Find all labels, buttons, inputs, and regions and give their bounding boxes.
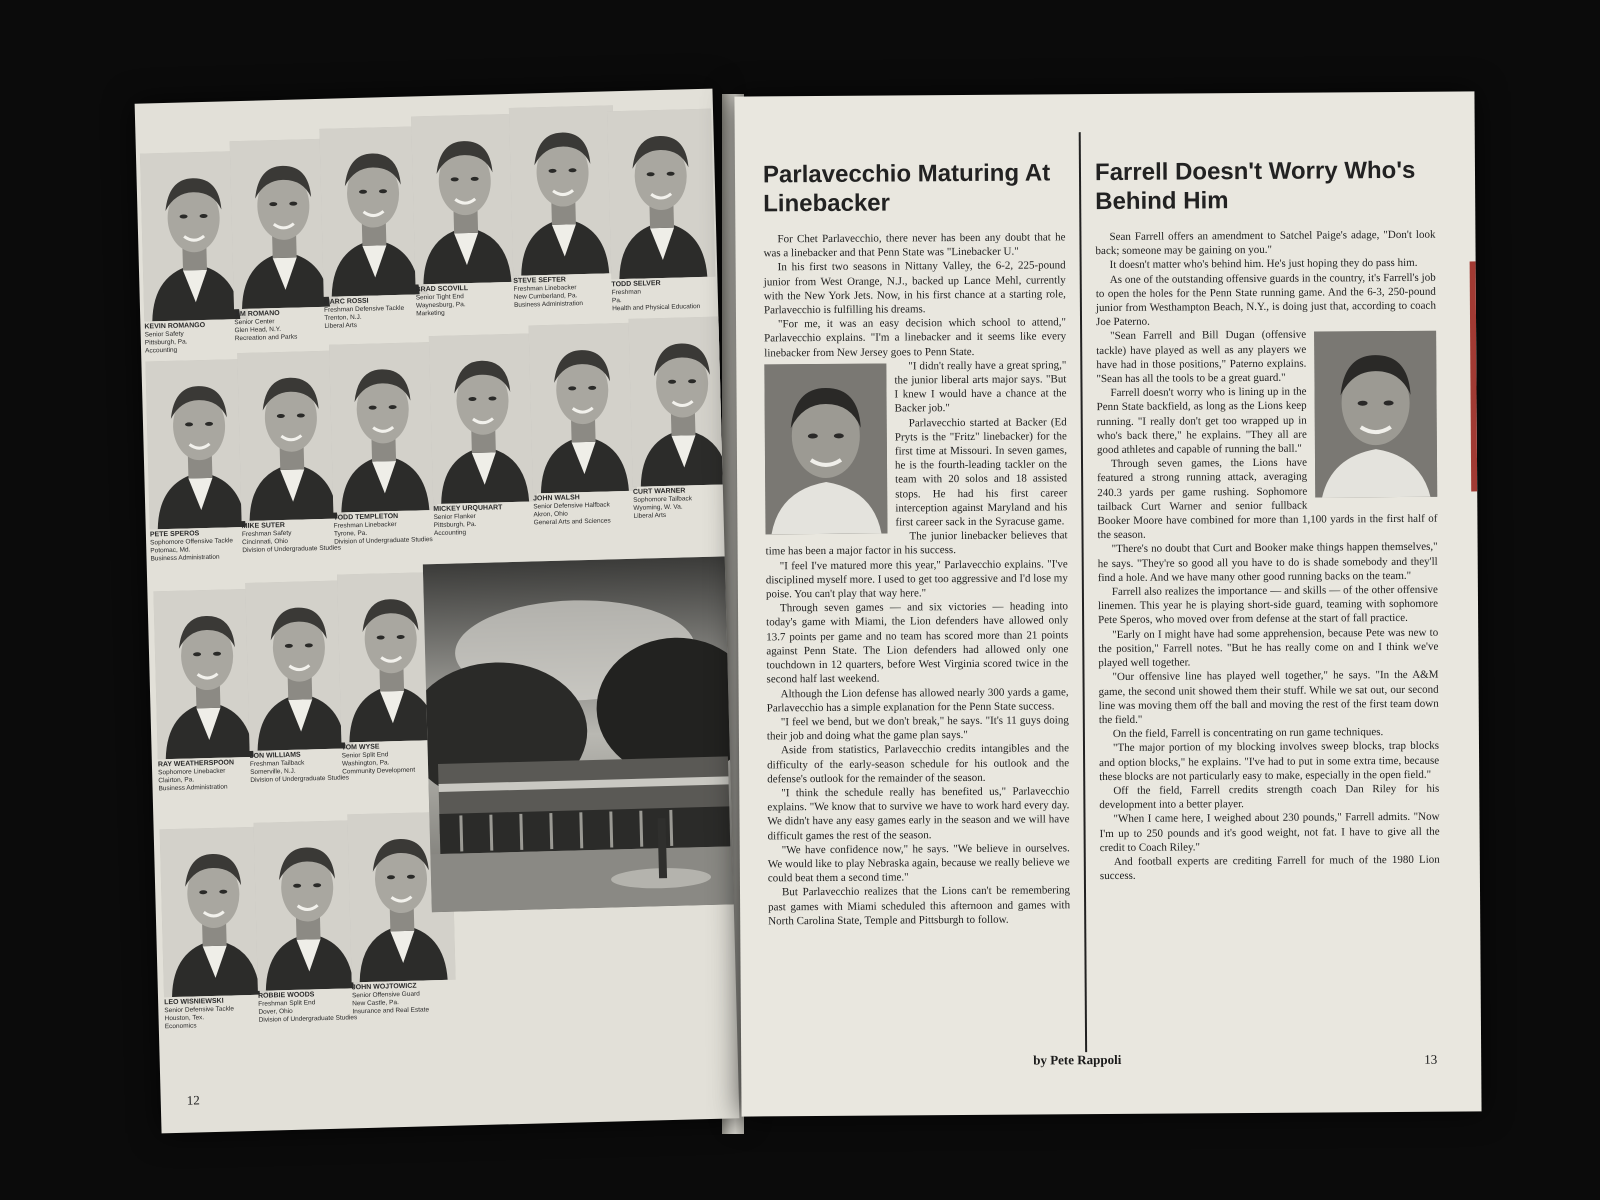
- article-parlavecchio-body: [763, 230, 1070, 928]
- player-name: JIM ROMANO: [234, 310, 280, 319]
- article-paragraph: And football experts are crediting Farrell for much of the 1980 Lion success.: [1099, 853, 1440, 883]
- article-parlavecchio-headline: Parlavecchio Maturing At Linebacker: [762, 159, 1051, 218]
- player-detail: New Castle, Pa.: [352, 999, 399, 1008]
- player-name: JOHN WALSH: [533, 494, 580, 503]
- player-detail: Senior Tight End: [415, 293, 464, 302]
- player-detail: Division of Undergraduate Studies: [258, 1014, 358, 1024]
- campus-building-photo: [423, 556, 736, 912]
- player-detail: Marketing: [416, 309, 445, 318]
- player-name: CURT WARNER: [632, 487, 686, 496]
- player-portrait: [628, 316, 736, 487]
- player-detail: Freshman Split End: [258, 999, 316, 1008]
- player-name: KEVIN ROMANGO: [144, 321, 206, 331]
- player-detail: Senior Flanker: [433, 512, 476, 522]
- article-paragraph: "I feel we bend, but we don't break," he says. "It's 11 guys doing their job and doing what the game plan says.": [766, 714, 1069, 743]
- article-paragraph: Aside from statistics, Parlavecchio credits intangibles and the difficulty of the early-season schedule for his outlook and the defense's outlook for the remainder of the season.: [767, 742, 1070, 786]
- player-detail: Potomac, Md.: [150, 546, 191, 555]
- article-paragraph: "Early on I might have had some apprehension, because Pete was new to the position," Farrell notes. "But he has really come on and I think we've played well together.: [1098, 626, 1439, 670]
- article-paragraph: In his first two seasons in Nittany Valley, the 6-2, 225-pound junior from West Orange, N.J., backed up Lance Mehl, currently with the New York Jets. Now, in his first chance at a starting role, Parlavecchio is fulfilling his dreams.: [763, 259, 1066, 317]
- player-portrait-grid: [135, 89, 713, 1031]
- player-detail: Business Administration: [150, 553, 220, 563]
- player-detail: Trenton, N.J.: [324, 313, 362, 322]
- player-detail: Accounting: [145, 346, 178, 355]
- player-detail: Houston, Tex.: [164, 1014, 205, 1023]
- article-paragraph: Through seven games, the Lions have featured a strong running attack, averaging 240.3 yards per game rushing. Sophomore tailback Curt Warner and senior fullback Booker Moore have combined for more than 1,100 yards in the first half of the season.: [1097, 456, 1438, 542]
- player-headshot-photo: [1314, 331, 1437, 498]
- player-detail: Pa.: [611, 297, 622, 305]
- article-paragraph: The junior linebacker believes that time has been a major factor in his success.: [765, 529, 1068, 558]
- player-portrait: [329, 342, 437, 513]
- column-divider: [1079, 132, 1087, 1052]
- player-name: BRAD SCOVILL: [415, 285, 469, 294]
- player-detail: Senior Safety: [144, 330, 184, 339]
- article-paragraph: "We have confidence now," he says. "We believe in ourselves. We would like to play Nebraska again, because we really believe we could beat them a second time.": [767, 842, 1070, 885]
- article-paragraph: Farrell doesn't worry who is lining up in the Penn State backfield, as long as the Lions keep running. "I really don't get too wrapped up in who's back there," he explains. "They all are good athletes and capable of running the ball.": [1096, 385, 1307, 457]
- player-name: LEO WISNIEWSKI: [164, 997, 224, 1007]
- player-detail: Freshman Linebacker: [333, 521, 397, 530]
- player-detail: Community Development: [342, 766, 416, 776]
- article-paragraph: "I didn't really have a great spring," the junior liberal arts major says. "But I knew I would have a chance at the Backer job.": [894, 359, 1067, 415]
- player-portrait: [411, 114, 519, 285]
- article-paragraph: "I feel I've matured more this year," Parlavecchio explains. "I've disciplined myself more. I used to get too aggressive and I'd lose my poise. You can't play that way here.": [765, 557, 1068, 601]
- player-detail: Division of Undergraduate Studies: [334, 536, 433, 546]
- right-page-number: 13: [1424, 1051, 1438, 1067]
- player-detail: Accounting: [433, 529, 467, 538]
- player-detail: Somerville, N.J.: [250, 767, 296, 776]
- article-paragraph: "When I came here, I weighed about 230 pounds," Farrell admits. "Now I'm up to 250 pounds and it's good weight, not fat. I have to give all the credit to Coach Riley.": [1099, 811, 1440, 854]
- player-detail: New Cumberland, Pa.: [513, 292, 578, 301]
- player-detail: Senior Defensive Halfback: [533, 501, 610, 511]
- player-caption: [415, 284, 526, 319]
- player-detail: Division of Undergraduate Studies: [242, 544, 342, 555]
- player-detail: Insurance and Real Estate: [352, 1006, 430, 1016]
- player-detail: Freshman Linebacker: [513, 284, 577, 293]
- player-detail: Freshman: [611, 288, 642, 297]
- player-name: TOM WYSE: [341, 743, 380, 752]
- player-portrait: [253, 820, 361, 991]
- article-paragraph: Parlavecchio started at Backer (Ed Pryts is the "Fritz" linebacker) for the first time at Missouri. In seven games, he is the fourth-leading tackler on the team with 20 solos and 18 assisted stops. He had his first career interception against Maryland and his first career sack in the Syracuse game.: [894, 415, 1068, 529]
- player-detail: Freshman Safety: [241, 529, 292, 539]
- article-paragraph: "Sean Farrell and Bill Dugan (offensive tackle) have played as well as any players we have had in those positions," Paterno explains. "Sean has all the tools to be a great guard.": [1096, 329, 1307, 386]
- player-detail: Economics: [164, 1022, 197, 1031]
- article-farrell: [1095, 156, 1440, 884]
- right-page: [734, 91, 1481, 1116]
- player-portrait: [509, 105, 617, 276]
- player-caption: [433, 503, 544, 538]
- player-detail: Liberal Arts: [633, 511, 667, 520]
- article-paragraph: Off the field, Farrell credits strength coach Dan Riley for his development into a better player.: [1099, 782, 1440, 812]
- left-page-number: 12: [186, 1092, 200, 1108]
- article-paragraph: As one of the outstanding offensive guards in the country, it's Farrell's job to open the holes for the Penn State running game. And the 6-3, 250-pound junior from Westhampton Beach, N.Y., is doing just that, according to coach Joe Paterno.: [1095, 271, 1436, 329]
- player-detail: Glen Head, N.Y.: [234, 325, 282, 335]
- player-caption: [533, 493, 644, 528]
- player-detail: Washington, Pa.: [341, 759, 390, 768]
- player-detail: Business Administration: [513, 300, 584, 309]
- player-name: TODD TEMPLETON: [333, 512, 399, 522]
- article-paragraph: Although the Lion defense has allowed nearly 300 yards a game, Parlavecchio has a simple explanation for the Penn State success.: [766, 685, 1069, 715]
- player-detail: Senior Split End: [341, 751, 389, 760]
- article-paragraph: It doesn't matter who's behind him. He's just hoping they do pass him.: [1109, 257, 1418, 272]
- article-parlavecchio: [763, 158, 1070, 928]
- player-detail: Pittsburgh, Pa.: [144, 338, 188, 347]
- article-farrell-headline: Farrell Doesn't Worry Who's Behind Him: [1094, 156, 1416, 216]
- article-paragraph: "The major portion of my blocking involves sweep blocks, trap blocks and option blocks," he explains. "I've had to put in some extra time, because these blocks are not particularly easy to make, especially in the open field.": [1099, 740, 1440, 783]
- player-portrait: [607, 109, 715, 280]
- player-name: RAY WEATHERSPOON: [157, 759, 235, 769]
- player-headshot-photo: [764, 363, 887, 534]
- player-detail: Waynesburg, Pa.: [415, 301, 466, 310]
- player-caption: [611, 278, 722, 313]
- player-caption: [352, 981, 463, 1016]
- article-paragraph: For Chet Parlavecchio, there never has been any doubt that he was a linebacker and that Penn State was "Linebacker U.": [763, 231, 1066, 260]
- player-detail: Freshman Tailback: [249, 759, 305, 768]
- player-detail: Senior Center: [234, 318, 275, 327]
- player-name: ROBBIE WOODS: [257, 991, 315, 1000]
- article-paragraph: "For me, it was an easy decision which school to attend," Parlavecchio explains. "I'm a linebacker and it seems like every linebacker from New Jersey goes to Penn State.: [764, 316, 1067, 360]
- player-detail: Senior Offensive Guard: [351, 990, 420, 1000]
- player-detail: General Arts and Sciences: [533, 517, 611, 527]
- red-page-edge: [1470, 261, 1478, 491]
- player-detail: Sophomore Linebacker: [158, 767, 226, 777]
- article-paragraph: On the field, Farrell is concentrating on run game techniques.: [1112, 726, 1384, 741]
- player-detail: Pittsburgh, Pa.: [433, 520, 477, 530]
- player-detail: Tyrone, Pa.: [333, 529, 368, 538]
- player-detail: Cincinnati, Ohio: [242, 537, 289, 547]
- player-detail: Liberal Arts: [324, 321, 358, 330]
- player-portrait: [429, 333, 537, 504]
- player-detail: Dover, Ohio: [258, 1007, 293, 1016]
- player-detail: Clairton, Pa.: [158, 776, 195, 785]
- player-caption: [333, 512, 444, 547]
- left-page: [135, 89, 740, 1134]
- article-paragraph: But Parlavecchio realizes that the Lions can't be remembering past games with Miami scheduled this afternoon and games with North Carolina State, Temple and Pittsburgh to follow.: [768, 884, 1071, 928]
- player-name: JON WILLIAMS: [249, 751, 301, 760]
- player-name: TODD SELVER: [611, 280, 661, 289]
- player-detail: Freshman Defensive Tackle: [323, 304, 405, 314]
- player-detail: Senior Defensive Tackle: [164, 1005, 235, 1015]
- player-name: JOHN WOJTOWICZ: [351, 982, 417, 992]
- player-caption: [513, 275, 624, 310]
- player-name: MIKE SUTER: [241, 521, 285, 531]
- player-detail: Health and Physical Education: [612, 303, 701, 313]
- player-detail: Wyoming, W. Va.: [633, 503, 683, 512]
- article-paragraph: "Our offensive line has played well together," he says. "In the A&M game, the second unit showed them their stuff. While we sat out, our second line was moving them off the ball and moving the rest of the first team down the field.": [1098, 668, 1439, 726]
- player-detail: Business Administration: [158, 783, 228, 793]
- player-name: MARC ROSSI: [323, 297, 369, 306]
- article-paragraph: "I think the schedule really has benefited us," Parlavecchio explains. "We know that to survive we have to work hard every day. We didn't have any easy games early in the season and we will have difficult games the rest of the season.: [767, 785, 1070, 842]
- player-portrait: [529, 323, 637, 494]
- player-portrait: [160, 827, 268, 998]
- article-paragraph: Sean Farrell offers an amendment to Satchel Paige's adage, "Don't look back; someone may be gaining on you.": [1095, 228, 1436, 258]
- byline: by Pete Rappoli: [1033, 1051, 1122, 1068]
- player-detail: Akron, Ohio: [533, 510, 568, 519]
- article-paragraph: Farrell also realizes the importance — and skills — of the other offensive linemen. This year he is playing short-side guard, teaming with sophomore Pete Speros, who moved over from defense at the start of fall practice.: [1097, 583, 1439, 627]
- player-name: PETE SPEROS: [149, 530, 200, 539]
- player-detail: Sophomore Tailback: [633, 495, 693, 504]
- player-name: STEVE SEFTER: [513, 276, 566, 285]
- article-paragraph: Through seven games — and six victories — heading into today's game with Miami, the Lion defenders have allowed only 13.7 points per game and no team has scored more than 21 points against Penn State. The Lion defenders had allowed only one touchdown in 12 quarters, before West Virginia scored twice in the second half last weekend.: [766, 600, 1069, 686]
- player-name: MICKEY URQUHART: [433, 504, 503, 514]
- player-detail: Sophomore Offensive Tackle: [150, 537, 234, 547]
- article-farrell-body: [1095, 228, 1440, 884]
- player-detail: Division of Undergraduate Studies: [250, 774, 350, 784]
- article-paragraph: "There's no doubt that Curt and Booker make things happen themselves," he says. "They're so good all you have to do is shade somebody and they'll find a hole. And we have many other good running backs on the team.": [1097, 541, 1438, 584]
- player-detail: Recreation and Parks: [234, 333, 298, 343]
